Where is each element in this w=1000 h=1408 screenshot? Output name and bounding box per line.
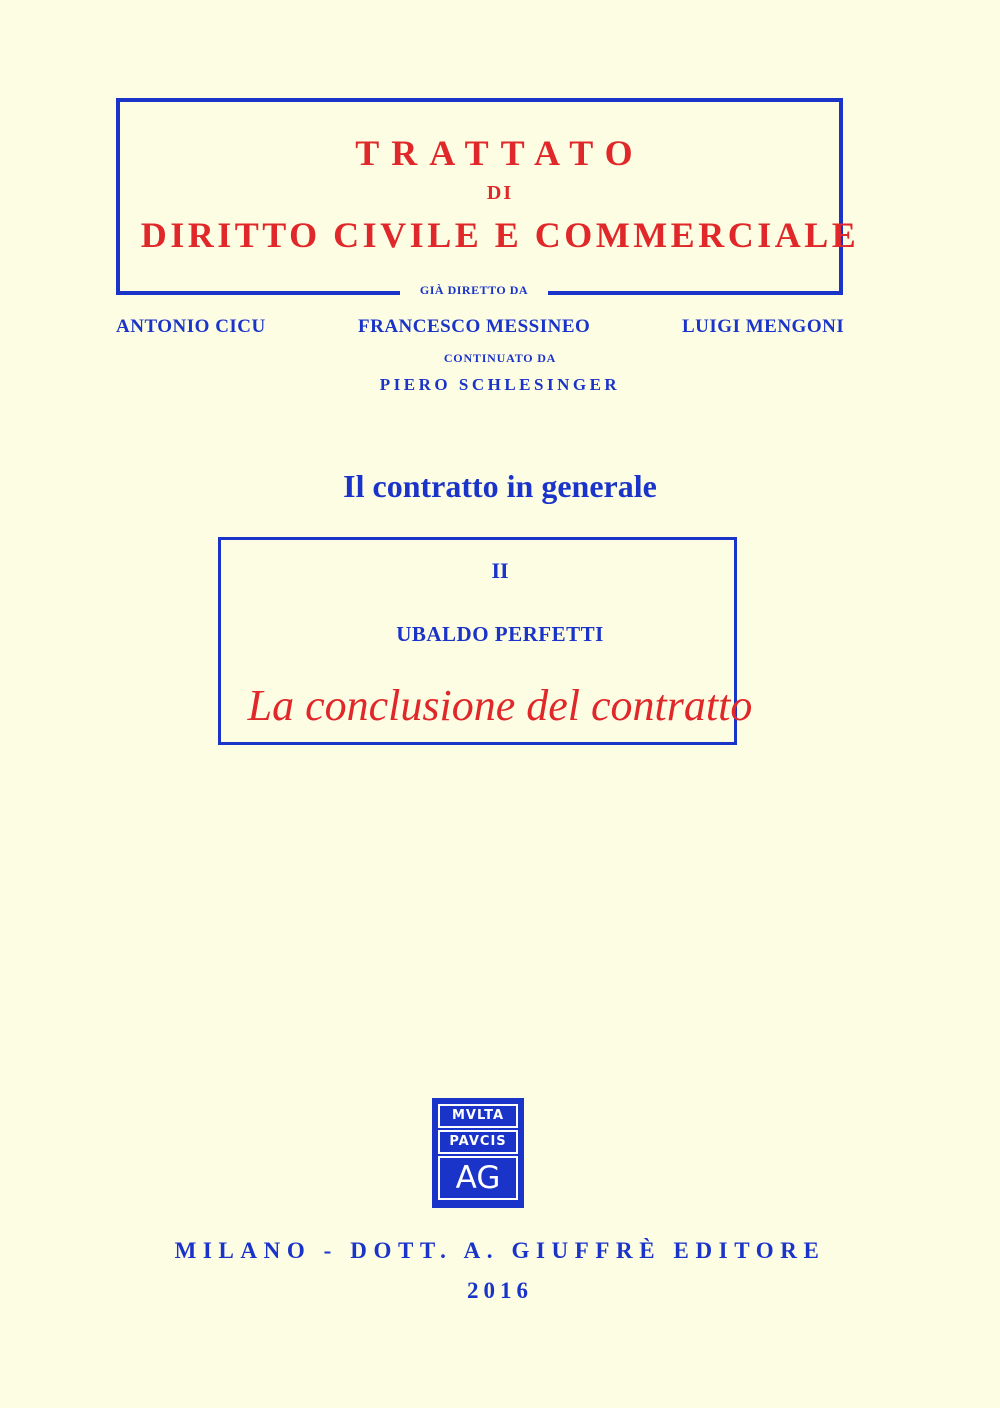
volume-number: II [491, 558, 509, 583]
series-title-line-1: TRATTATO [355, 133, 645, 173]
editor-name: FRANCESCO MESSINEO [358, 316, 591, 337]
logo-mark: AG [438, 1156, 518, 1200]
editor-name: ANTONIO CICU [116, 316, 266, 337]
logo-line-2: PAVCIS [438, 1130, 518, 1154]
editor-name: LUIGI MENGONI [682, 316, 845, 337]
volume-title: La conclusione del contratto [247, 681, 753, 730]
publisher-imprint: MILANO - DOTT. A. GIUFFRÈ EDITORE [174, 1238, 826, 1263]
volume-author: UBALDO PERFETTI [396, 622, 604, 646]
series-title-di: DI [486, 182, 514, 204]
continued-by-label: CONTINUATO DA [443, 351, 557, 365]
publisher-logo [432, 1098, 524, 1208]
directed-by-label: GIÀ DIRETTO DA [400, 280, 548, 300]
logo-line-1: MVLTA [438, 1104, 518, 1128]
volume-topic: Il contratto in generale [343, 468, 657, 504]
publication-year: 2016 [467, 1278, 533, 1303]
series-title-line-2: DIRITTO CIVILE E COMMERCIALE [140, 215, 860, 255]
continued-by-name: PIERO SCHLESINGER [379, 375, 621, 394]
